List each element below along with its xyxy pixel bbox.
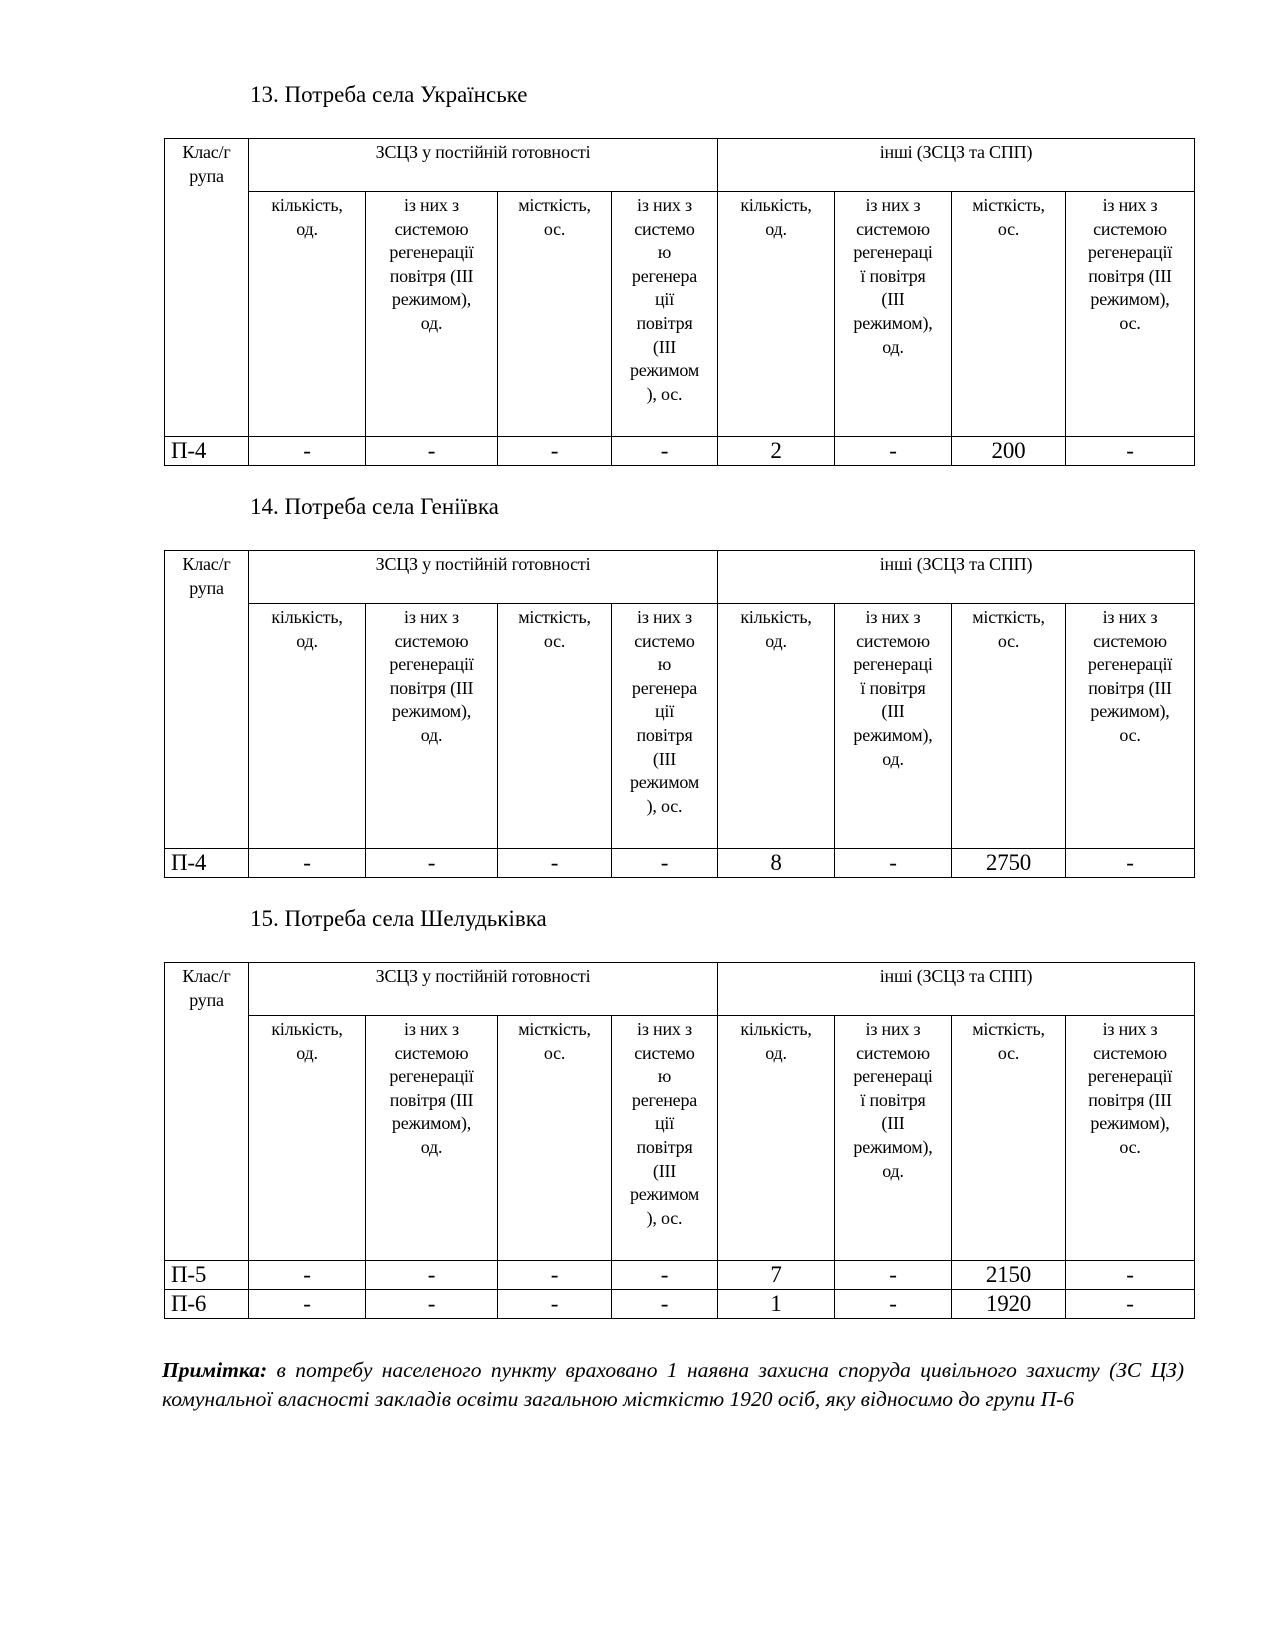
header-sub-count: кількість, од.	[249, 192, 366, 437]
cell: -	[498, 849, 612, 878]
cell: -	[835, 1290, 952, 1319]
header-sub-capacity: місткість, ос.	[498, 1016, 612, 1261]
cell: -	[1066, 1261, 1195, 1290]
cell: -	[612, 1261, 718, 1290]
section-title-14: 14. Потреба села Геніївка	[250, 494, 499, 519]
cell: -	[1066, 437, 1195, 466]
header-sub-other-count: кількість, од.	[718, 192, 835, 437]
row-label: П-4	[165, 849, 249, 878]
note-label: Примітка:	[162, 1358, 268, 1382]
section-title-13: 13. Потреба села Українське	[250, 82, 528, 107]
cell: -	[835, 849, 952, 878]
section-title-15: 15. Потреба села Шелудьківка	[250, 906, 547, 931]
cell: -	[366, 437, 498, 466]
cell: -	[249, 849, 366, 878]
header-group-permanent: ЗСЦЗ у постійній готовності	[249, 551, 718, 604]
header-sub-other-capacity: місткість, ос.	[952, 604, 1066, 849]
header-sub-capacity-regen: із них з системо ю регенера ції повітря (ІІІ режимом ), ос.	[612, 604, 718, 849]
header-klas: Клас/г рупа	[165, 139, 249, 437]
cell: 1	[718, 1290, 835, 1319]
header-sub-capacity-regen: із них з системо ю регенера ції повітря (ІІІ режимом ), ос.	[612, 192, 718, 437]
table-sheludkivka	[164, 962, 1195, 1319]
cell: -	[835, 1261, 952, 1290]
row-label: П-5	[165, 1261, 249, 1290]
header-sub-other-capacity-regen: із них з системою регенерації повітря (ІІІ режимом), ос.	[1066, 604, 1195, 849]
header-sub-capacity-regen: із них з системо ю регенера ції повітря (ІІІ режимом ), ос.	[612, 1016, 718, 1261]
cell: 8	[718, 849, 835, 878]
cell: -	[1066, 849, 1195, 878]
cell: -	[366, 1261, 498, 1290]
table-geniivka	[164, 550, 1195, 878]
header-sub-count: кількість, од.	[249, 604, 366, 849]
header-sub-other-capacity-regen: із них з системою регенерації повітря (ІІІ режимом), ос.	[1066, 1016, 1195, 1261]
note-text: в потребу населеного пункту враховано 1 наявна захисна споруда цивільного захисту (ЗС ЦЗ) комунальної власності закладів освіти загальною місткістю 1920 осіб, яку відносимо до групи П-6	[162, 1358, 1184, 1411]
header-sub-other-capacity: місткість, ос.	[952, 192, 1066, 437]
header-sub-other-count: кількість, од.	[718, 1016, 835, 1261]
header-sub-other-count-regen: із них з системою регенераці ї повітря (ІІІ режимом), од.	[835, 192, 952, 437]
table-row	[165, 849, 1195, 878]
header-sub-capacity: місткість, ос.	[498, 604, 612, 849]
cell: -	[366, 1290, 498, 1319]
row-label: П-4	[165, 437, 249, 466]
header-group-other: інші (ЗСЦЗ та СПП)	[718, 551, 1195, 604]
table-row	[165, 1261, 1195, 1290]
cell: -	[249, 437, 366, 466]
header-sub-other-count: кількість, од.	[718, 604, 835, 849]
cell: -	[1066, 1290, 1195, 1319]
cell: -	[498, 1290, 612, 1319]
header-sub-count: кількість, од.	[249, 1016, 366, 1261]
cell: -	[366, 849, 498, 878]
cell: 200	[952, 437, 1066, 466]
cell: -	[498, 1261, 612, 1290]
table-row	[165, 1290, 1195, 1319]
header-group-permanent: ЗСЦЗ у постійній готовності	[249, 963, 718, 1016]
cell: -	[249, 1290, 366, 1319]
cell: 7	[718, 1261, 835, 1290]
header-klas: Клас/г рупа	[165, 551, 249, 849]
cell: 1920	[952, 1290, 1066, 1319]
header-group-permanent: ЗСЦЗ у постійній готовності	[249, 139, 718, 192]
table-ukrainske	[164, 138, 1195, 466]
header-sub-other-count-regen: із них з системою регенераці ї повітря (ІІІ режимом), од.	[835, 1016, 952, 1261]
cell: -	[612, 437, 718, 466]
cell: -	[835, 437, 952, 466]
header-sub-other-capacity: місткість, ос.	[952, 1016, 1066, 1261]
header-sub-count-regen: із них з системою регенерації повітря (ІІІ режимом), од.	[366, 1016, 498, 1261]
header-sub-count-regen: із них з системою регенерації повітря (ІІІ режимом), од.	[366, 604, 498, 849]
cell: -	[498, 437, 612, 466]
table-row	[165, 437, 1195, 466]
cell: -	[612, 1290, 718, 1319]
note-paragraph	[162, 1356, 1184, 1414]
header-sub-other-count-regen: із них з системою регенераці ї повітря (ІІІ режимом), од.	[835, 604, 952, 849]
header-klas: Клас/г рупа	[165, 963, 249, 1261]
header-sub-capacity: місткість, ос.	[498, 192, 612, 437]
header-group-other: інші (ЗСЦЗ та СПП)	[718, 963, 1195, 1016]
row-label: П-6	[165, 1290, 249, 1319]
cell: 2750	[952, 849, 1066, 878]
header-group-other: інші (ЗСЦЗ та СПП)	[718, 139, 1195, 192]
header-sub-other-capacity-regen: із них з системою регенерації повітря (ІІІ режимом), ос.	[1066, 192, 1195, 437]
cell: 2	[718, 437, 835, 466]
cell: -	[612, 849, 718, 878]
cell: -	[249, 1261, 366, 1290]
header-sub-count-regen: із них з системою регенерації повітря (ІІІ режимом), од.	[366, 192, 498, 437]
cell: 2150	[952, 1261, 1066, 1290]
